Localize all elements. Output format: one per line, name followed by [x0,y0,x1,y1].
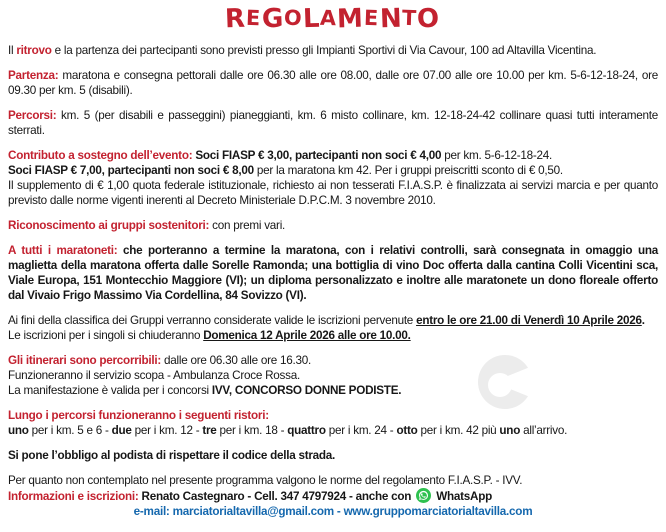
paragraph-ritrovo [8,43,658,58]
text-run: e-mail: [133,505,173,518]
title-letter: N [378,3,403,35]
document-content [8,43,658,519]
text-run: La manifestazione è valida per i concorsi [8,384,212,397]
title-letter: O [416,3,442,35]
text-run: con premi vari. [209,219,286,232]
text-run: per i km. 12 - [131,424,203,437]
paragraph-maratoneti [8,243,658,303]
text-run: per i km. 42 più [417,424,500,437]
text-run: all’arrivo. [520,424,568,437]
paragraph-riconoscimento [8,218,658,233]
title-letter: L [302,3,321,35]
text-run: Si pone l’obbligo al podista di rispettare il codice della strada. [8,449,336,462]
text-run: uno [8,424,29,437]
text-run: Percorsi: [8,109,57,122]
text-run: Il [8,44,17,57]
text-run: dalle ore 06.30 alle ore 16.30. [161,354,311,367]
paragraph-footer-info [8,473,658,504]
email-link[interactable]: marciatorialtavilla@gmail.com [172,505,334,518]
paragraph-ristori [8,408,658,438]
text-run: km. 5 (per disabili e passeggini) pianeggianti, km. 6 misto collinare, km. 12-18-24-42 collinare quasi tutti interamente sterrati. [8,109,658,137]
text-run: e la partenza dei partecipanti sono previsti presso gli Impianti Sportivi di Via Cavour, 100 ad Altavilla Vicentina. [51,44,597,57]
text-run: per i km. 18 - [216,424,288,437]
title-letter: M [336,3,365,35]
text-run: Gli itinerari sono percorribili: [8,354,162,367]
text-run: ritrovo [16,44,52,57]
text-run: Riconoscimento ai gruppi sostenitori: [8,219,210,232]
whatsapp-icon [416,488,431,503]
page-title [8,5,658,34]
title-letter: E [363,5,380,31]
text-run: Funzioneranno il servizio scopa - Ambulanza Croce Rossa. [8,369,300,382]
title-letter: O [283,5,304,31]
text-run: quattro [287,424,326,437]
paragraph-codice-strada [8,448,658,463]
text-run: - [333,505,344,518]
text-run: due [111,424,132,437]
text-run: Partenza: [8,69,59,82]
text-run: Le iscrizioni per i singoli si chiuderanno [8,329,204,342]
text-run: Il supplemento di € 1,00 quota federale istituzionale, richiesto ai non tesserati F.I.A.S.P. è finalizzata ai servizi marcia e per quanto previsto dalle norme vigenti inerenti al Decreto Ministeriale D.P.C.M. 3 novembre 2010. [8,179,658,207]
text-run: per i km. 24 - [325,424,397,437]
paragraph-percorsi [8,108,658,138]
text-run: Soci FIASP € 7,00, partecipanti non soci € 8,00 [8,164,254,177]
paragraph-itinerari [8,353,658,398]
title-letter: E [246,5,263,31]
text-run: per i km. 5 e 6 - [28,424,112,437]
title-letter: G [261,3,285,35]
paragraph-contributo [8,148,658,208]
title-letter: T [401,5,418,31]
text-run: per km. 5-6-12-18-24. [441,149,553,162]
text-run: Renato Castegnaro - Cell. 347 4797924 - anche con [141,490,412,503]
text-run: Ai fini della classifica dei Gruppi verranno considerate valide le iscrizioni pervenute [8,314,417,327]
text-run: IVV, CONCORSO DONNE PODISTE. [211,384,402,397]
text-run: otto [396,424,418,437]
text-run: Domenica 12 Aprile 2026 alle ore 10.00. [203,329,411,342]
title-letter: A [319,5,338,31]
text-run: per la maratona km 42. Per i gruppi preiscritti sconto di € 0,50. [253,164,563,177]
text-run: . [641,314,645,327]
text-run: che porteranno a termine la maratona, con i relativi controlli, sarà consegnata in omaggio una maglietta della maratona offerta dalle Sorelle Ramonda; una bottiglia di vino Doc offerta dalla cantina Colli Vicentini sca, Viale Europa, 151 Montecchio Maggiore (VI); un diploma personalizzato e inoltre alle maratonete un dono floreale offerto dal Vivaio Frigo Massimo Via Cordellina, 84 Sovizzo (VI). [8,244,658,302]
text-run: A tutti i maratoneti: [8,244,118,257]
text-run: uno [499,424,521,437]
website-link[interactable]: www.gruppomarciatorialtavilla.com [343,505,533,518]
text-run: WhatsApp [436,490,492,503]
document-body [8,5,658,519]
text-run: Contributo a sostegno dell’evento: [8,149,196,162]
title-letter: R [224,3,247,35]
text-run: Lungo i percorsi funzioneranno i seguenti ristori: [8,409,269,422]
paragraph-footer-links [8,504,658,519]
text-run: maratona e consegna pettorali dalle ore 06.30 alle ore 08.00, dalle ore 07.00 alle ore 10.00 per km. 5-6-12-18-24, ore 09.30 per km. 5 (disabili). [8,69,658,97]
text-run: tre [202,424,217,437]
text-run: Per quanto non contemplato nel presente programma valgono le norme del regolamento F.I.A.S.P. - IVV. [8,474,523,487]
paragraph-partenza [8,68,658,98]
text-run: entro le ore 21.00 di Venerdì 10 Aprile 2026 [416,314,642,327]
text-run: Informazioni e iscrizioni: [8,490,142,503]
text-run: Soci FIASP € 3,00, partecipanti non soci € 4,00 [195,149,442,162]
paragraph-iscrizioni-scadenze [8,313,658,343]
